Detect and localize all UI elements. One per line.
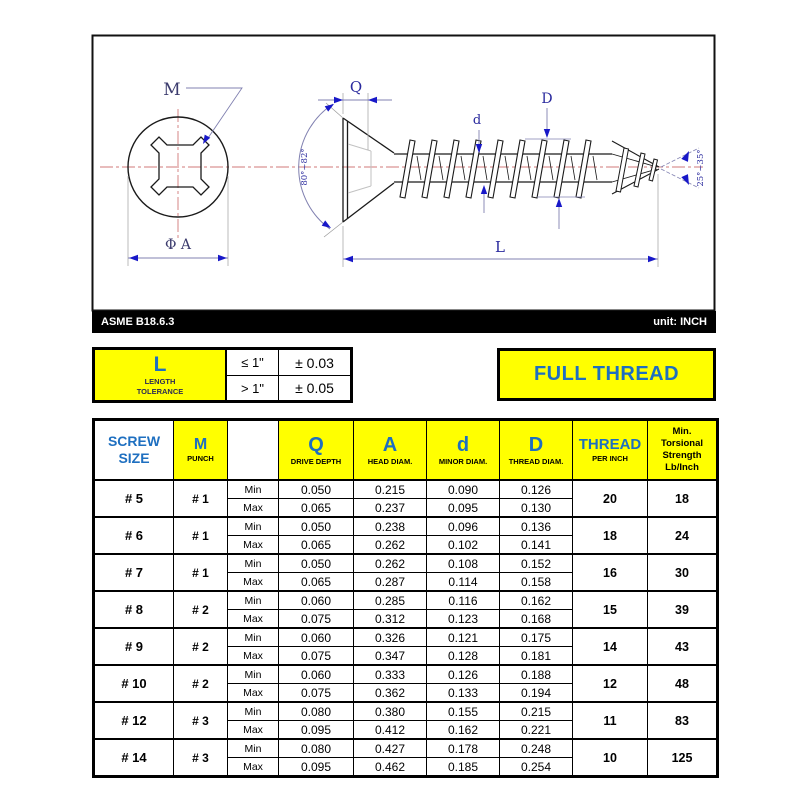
head-angle-label: 80°~82° xyxy=(300,148,310,186)
value-cell: 0.095 xyxy=(427,499,500,518)
value-cell: 0.060 xyxy=(279,628,354,647)
min-label-cell: Min xyxy=(228,554,279,573)
value-cell: 0.254 xyxy=(500,758,573,777)
screw-spec-table xyxy=(92,418,719,778)
tolerance-caption-line1: LENGTH xyxy=(144,376,176,386)
dim-arrow-icon xyxy=(218,255,227,261)
tpi-cell: 16 xyxy=(573,554,648,591)
value-cell: 0.237 xyxy=(354,499,427,518)
header-screw-size xyxy=(94,420,174,481)
value-cell: 0.152 xyxy=(500,554,573,573)
standard-name: ASME B18.6.3 xyxy=(101,316,175,328)
header-head-diam xyxy=(354,420,427,481)
strength-cell: 18 xyxy=(648,480,718,517)
value-cell: 0.128 xyxy=(427,647,500,666)
screw-size-cell: # 10 xyxy=(94,665,174,702)
dim-arrow-icon xyxy=(544,129,550,138)
dim-arrow-icon xyxy=(129,255,138,261)
tolerance-condition: > 1" xyxy=(227,375,278,400)
value-cell: 0.080 xyxy=(279,739,354,758)
value-cell: 0.312 xyxy=(354,610,427,629)
value-cell: 0.050 xyxy=(279,517,354,536)
header-screw-size-line1: SCREW xyxy=(107,432,161,449)
punch-cell: # 2 xyxy=(174,665,228,702)
min-label-cell: Min xyxy=(228,591,279,610)
screw-size-cell: # 12 xyxy=(94,702,174,739)
value-cell: 0.155 xyxy=(427,702,500,721)
value-cell: 0.060 xyxy=(279,591,354,610)
value-cell: 0.102 xyxy=(427,536,500,555)
screw-side-view xyxy=(324,103,612,237)
tolerance-caption-line2: TOLERANCE xyxy=(136,386,184,396)
value-cell: 0.095 xyxy=(279,721,354,740)
header-strength-line: Lb/Inch xyxy=(665,461,699,473)
value-cell: 0.065 xyxy=(279,499,354,518)
dim-arrow-icon xyxy=(648,256,657,262)
thread-diameter-label: D xyxy=(541,91,553,107)
header-strength-line: Torsional xyxy=(660,438,704,450)
tolerance-caption xyxy=(137,377,184,397)
value-cell: 0.096 xyxy=(427,517,500,536)
value-cell: 0.050 xyxy=(279,480,354,499)
spec-table-header-row xyxy=(94,420,718,481)
value-cell: 0.333 xyxy=(354,665,427,684)
spec-row-min xyxy=(94,517,718,536)
header-minmax-spacer xyxy=(228,420,279,481)
punch-cell: # 1 xyxy=(174,480,228,517)
unit-label: unit: INCH xyxy=(653,316,707,328)
punch-cell: # 2 xyxy=(174,628,228,665)
header-tpi-symbol: THREAD xyxy=(578,436,642,454)
header-torsional-strength xyxy=(648,420,718,481)
tpi-cell: 15 xyxy=(573,591,648,628)
full-thread-banner: FULL THREAD xyxy=(497,348,716,401)
drive-depth-dimension xyxy=(318,78,392,150)
strength-cell: 48 xyxy=(648,665,718,702)
value-cell: 0.215 xyxy=(354,480,427,499)
header-thread-per-inch xyxy=(573,420,648,481)
screw-size-cell: # 9 xyxy=(94,628,174,665)
value-cell: 0.060 xyxy=(279,665,354,684)
value-cell: 0.133 xyxy=(427,684,500,703)
spec-row-min xyxy=(94,665,718,684)
tpi-cell: 14 xyxy=(573,628,648,665)
strength-cell: 125 xyxy=(648,739,718,777)
spec-row-min xyxy=(94,702,718,721)
dim-arrow-icon xyxy=(334,97,343,103)
min-label-cell: Min xyxy=(228,739,279,758)
spec-row-min xyxy=(94,591,718,610)
value-cell: 0.065 xyxy=(279,573,354,592)
min-label-cell: Min xyxy=(228,702,279,721)
max-label-cell: Max xyxy=(228,499,279,518)
header-drive-caption: DRIVE DEPTH xyxy=(290,456,342,466)
header-head-symbol: A xyxy=(382,433,398,456)
minor-diameter-label: d xyxy=(472,113,482,128)
standard-bar xyxy=(92,311,716,333)
value-cell: 0.181 xyxy=(500,647,573,666)
value-cell: 0.108 xyxy=(427,554,500,573)
max-label-cell: Max xyxy=(228,684,279,703)
punch-cell: # 3 xyxy=(174,739,228,777)
value-cell: 0.462 xyxy=(354,758,427,777)
value-cell: 0.248 xyxy=(500,739,573,758)
value-cell: 0.075 xyxy=(279,647,354,666)
value-cell: 0.158 xyxy=(500,573,573,592)
dim-arrow-icon xyxy=(481,185,487,194)
value-cell: 0.215 xyxy=(500,702,573,721)
value-cell: 0.427 xyxy=(354,739,427,758)
dim-arrow-icon xyxy=(556,198,562,207)
value-cell: 0.126 xyxy=(427,665,500,684)
strength-cell: 24 xyxy=(648,517,718,554)
header-minor-caption: MINOR DIAM. xyxy=(438,456,488,466)
spec-row-min xyxy=(94,554,718,573)
min-label-cell: Min xyxy=(228,628,279,647)
header-thread-caption: THREAD DIAM. xyxy=(508,456,564,466)
min-label-cell: Min xyxy=(228,665,279,684)
screw-size-cell: # 8 xyxy=(94,591,174,628)
value-cell: 0.162 xyxy=(427,721,500,740)
value-cell: 0.178 xyxy=(427,739,500,758)
tpi-cell: 10 xyxy=(573,739,648,777)
tpi-cell: 12 xyxy=(573,665,648,702)
value-cell: 0.141 xyxy=(500,536,573,555)
value-cell: 0.362 xyxy=(354,684,427,703)
punch-cell: # 1 xyxy=(174,517,228,554)
length-label: L xyxy=(495,238,505,256)
spec-row-min xyxy=(94,628,718,647)
tolerance-value: ± 0.05 xyxy=(278,375,350,400)
value-cell: 0.080 xyxy=(279,702,354,721)
punch-cell: # 2 xyxy=(174,591,228,628)
value-cell: 0.194 xyxy=(500,684,573,703)
strength-cell: 83 xyxy=(648,702,718,739)
arc-arrow-icon xyxy=(322,220,333,230)
strength-cell: 43 xyxy=(648,628,718,665)
header-head-caption: HEAD DIAM. xyxy=(367,456,413,466)
header-tpi-caption: PER INCH xyxy=(592,453,628,463)
value-cell: 0.075 xyxy=(279,684,354,703)
tip-angle-dimension xyxy=(661,148,706,188)
max-label-cell: Max xyxy=(228,647,279,666)
value-cell: 0.114 xyxy=(427,573,500,592)
value-cell: 0.130 xyxy=(500,499,573,518)
value-cell: 0.175 xyxy=(500,628,573,647)
header-drive-symbol: Q xyxy=(308,433,324,456)
head-angle-dimension xyxy=(299,101,336,230)
value-cell: 0.412 xyxy=(354,721,427,740)
strength-cell: 39 xyxy=(648,591,718,628)
tolerance-condition: ≤ 1" xyxy=(241,355,264,370)
tolerance-symbol-cell xyxy=(95,350,227,400)
value-cell: 0.188 xyxy=(500,665,573,684)
thread-blades xyxy=(400,140,591,198)
tip-angle-label: 25°~35° xyxy=(696,149,706,187)
thread-helix-lines xyxy=(417,156,597,180)
value-cell: 0.168 xyxy=(500,610,573,629)
header-thread-symbol: D xyxy=(528,433,544,456)
value-cell: 0.185 xyxy=(427,758,500,777)
value-cell: 0.126 xyxy=(500,480,573,499)
max-label-cell: Max xyxy=(228,536,279,555)
value-cell: 0.326 xyxy=(354,628,427,647)
thread-diameter-dimension xyxy=(525,91,585,229)
punch-cell: # 1 xyxy=(174,554,228,591)
dim-arrow-icon xyxy=(368,97,377,103)
value-cell: 0.065 xyxy=(279,536,354,555)
value-cell: 0.095 xyxy=(279,758,354,777)
value-cell: 0.050 xyxy=(279,554,354,573)
header-minor-diam xyxy=(427,420,500,481)
drive-depth-label: Q xyxy=(349,78,363,96)
spec-row-min xyxy=(94,480,718,499)
punch-label: M xyxy=(163,80,181,100)
value-cell: 0.262 xyxy=(354,536,427,555)
tpi-cell: 20 xyxy=(573,480,648,517)
value-cell: 0.380 xyxy=(354,702,427,721)
phillips-recess-icon xyxy=(151,137,209,195)
header-punch-symbol: M xyxy=(193,435,208,453)
max-label-cell: Max xyxy=(228,758,279,777)
spec-row-min xyxy=(94,739,718,758)
min-label-cell: Min xyxy=(228,480,279,499)
header-minor-symbol: d xyxy=(456,433,470,456)
length-dimension xyxy=(343,174,658,267)
screw-size-cell: # 5 xyxy=(94,480,174,517)
punch-dimension xyxy=(163,80,242,146)
centerlines xyxy=(100,109,703,241)
value-cell: 0.116 xyxy=(427,591,500,610)
header-strength-line: Strength xyxy=(662,450,702,461)
value-cell: 0.221 xyxy=(500,721,573,740)
screw-size-cell: # 14 xyxy=(94,739,174,777)
length-tolerance-box xyxy=(92,347,353,403)
value-cell: 0.123 xyxy=(427,610,500,629)
min-label-cell: Min xyxy=(228,517,279,536)
max-label-cell: Max xyxy=(228,721,279,740)
value-cell: 0.136 xyxy=(500,517,573,536)
tolerance-symbol: L xyxy=(153,352,167,376)
value-cell: 0.162 xyxy=(500,591,573,610)
value-cell: 0.347 xyxy=(354,647,427,666)
screw-technical-drawing xyxy=(0,0,800,345)
header-screw-size-line2: SIZE xyxy=(118,450,150,466)
value-cell: 0.238 xyxy=(354,517,427,536)
tolerance-value: ± 0.03 xyxy=(278,350,350,375)
max-label-cell: Max xyxy=(228,610,279,629)
header-punch-caption: PUNCH xyxy=(187,454,214,464)
screw-size-cell: # 7 xyxy=(94,554,174,591)
strength-cell: 30 xyxy=(648,554,718,591)
value-cell: 0.121 xyxy=(427,628,500,647)
header-strength-line: Min. xyxy=(672,426,692,438)
screw-tip xyxy=(612,141,659,194)
header-thread-diam xyxy=(500,420,573,481)
value-cell: 0.285 xyxy=(354,591,427,610)
punch-cell: # 3 xyxy=(174,702,228,739)
header-drive-depth xyxy=(279,420,354,481)
value-cell: 0.287 xyxy=(354,573,427,592)
dim-arrow-icon xyxy=(344,256,353,262)
head-diameter-label: Φ A xyxy=(164,237,192,253)
screw-size-cell: # 6 xyxy=(94,517,174,554)
tpi-cell: 18 xyxy=(573,517,648,554)
value-cell: 0.075 xyxy=(279,610,354,629)
header-punch xyxy=(174,420,228,481)
tpi-cell: 11 xyxy=(573,702,648,739)
max-label-cell: Max xyxy=(228,573,279,592)
value-cell: 0.090 xyxy=(427,480,500,499)
value-cell: 0.262 xyxy=(354,554,427,573)
